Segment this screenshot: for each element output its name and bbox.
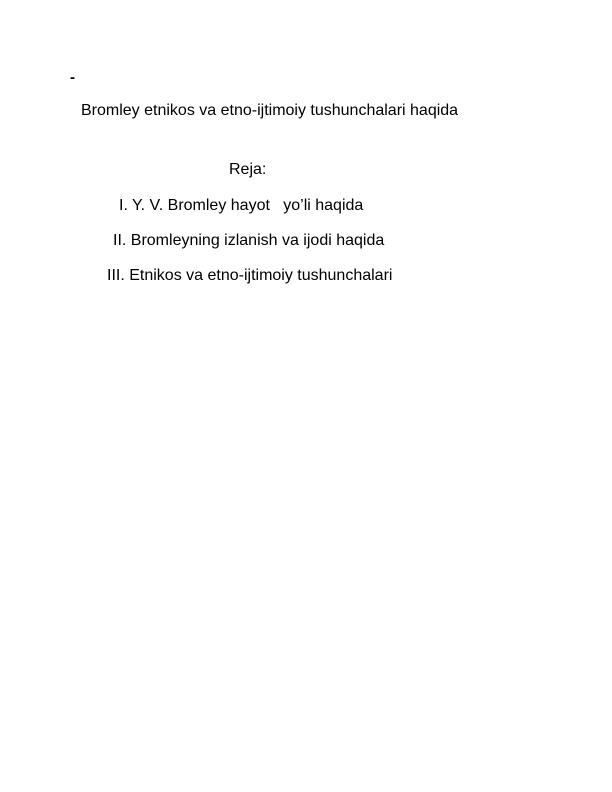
dash-marker: - <box>70 69 75 86</box>
plan-item-1: I. Y. V. Bromley hayot yo’li haqida <box>119 197 364 214</box>
plan-item-3: III. Etnikos va etno-ijtimoiy tushunchalari <box>107 267 393 284</box>
document-title: Bromley etnikos va etno-ijtimoiy tushunchalari haqida <box>81 102 459 119</box>
plan-heading: Reja: <box>229 161 267 178</box>
plan-item-2: II. Bromleyning izlanish va ijodi haqida <box>113 232 385 249</box>
